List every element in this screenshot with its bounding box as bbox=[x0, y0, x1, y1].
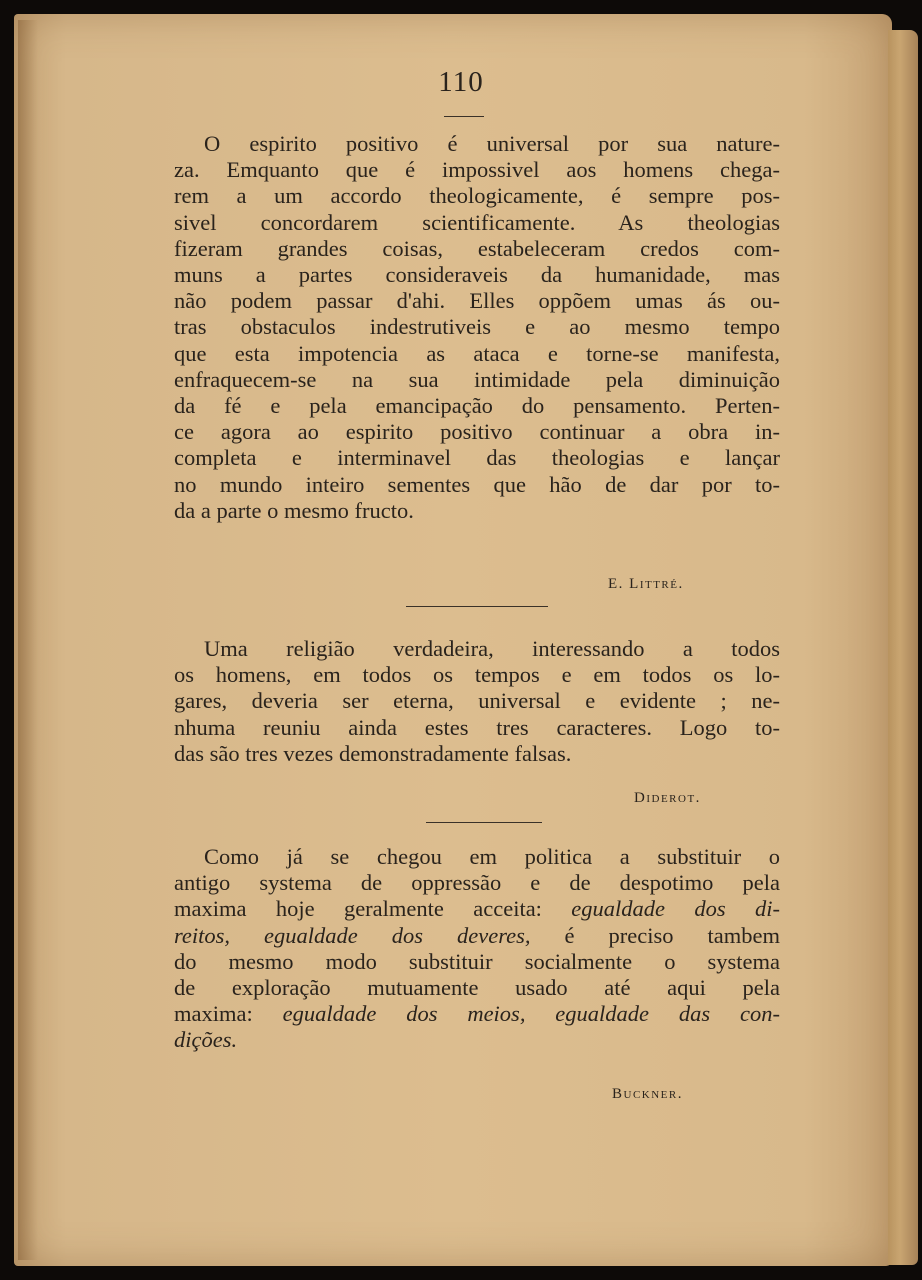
text-line bbox=[174, 1027, 780, 1053]
italic-fragment: egualdade dos meios, egualdade das con- bbox=[282, 1001, 781, 1027]
header-rule bbox=[444, 116, 484, 117]
quote-diderot bbox=[174, 636, 780, 767]
text-line: gares, deveria ser eterna, universal e evidente ; ne- bbox=[174, 688, 780, 714]
text-fragment: é preciso tambem bbox=[530, 922, 780, 948]
page-edge bbox=[888, 30, 918, 1265]
author-diderot: Diderot. bbox=[634, 790, 701, 806]
quote-littre bbox=[174, 131, 780, 524]
text-line: que esta impotencia as ataca e torne-se manifesta, bbox=[174, 340, 780, 366]
text-line: da fé e pela emancipação do pensamento. Perten- bbox=[174, 393, 780, 419]
text-line: muns a partes consideraveis da humanidade, mas bbox=[174, 262, 780, 288]
italic-fragment: reitos, egualdade dos deveres, bbox=[174, 922, 531, 948]
text-line: enfraquecem-se na sua intimidade pela diminuição bbox=[174, 366, 780, 392]
text-line bbox=[174, 923, 780, 949]
text-line bbox=[174, 896, 780, 922]
text-line: nhuma reuniu ainda estes tres caracteres. Logo to- bbox=[174, 714, 780, 740]
text-line: rem a um accordo theologicamente, é sempre pos- bbox=[174, 183, 780, 209]
page-spine-shadow bbox=[18, 20, 38, 1260]
text-line: do mesmo modo substituir socialmente o systema bbox=[174, 948, 780, 974]
text-line: Uma religião verdadeira, interessando a todos bbox=[204, 636, 780, 661]
italic-fragment: dições. bbox=[174, 1027, 238, 1053]
text-line: ce agora ao espirito positivo continuar a obra in- bbox=[174, 419, 780, 445]
text-line: fizeram grandes coisas, estabeleceram credos com- bbox=[174, 235, 780, 261]
text-fragment: maxima hoje geralmente acceita: bbox=[174, 896, 572, 922]
author-littre: E. Littré. bbox=[608, 576, 684, 592]
text-line: das são tres vezes demonstradamente falsas. bbox=[174, 740, 572, 766]
text-line: de exploração mutuamente usado até aqui pela bbox=[174, 975, 780, 1001]
author-buckner: Buckner. bbox=[612, 1086, 683, 1102]
text-line: da a parte o mesmo fructo. bbox=[174, 497, 414, 523]
text-line: não podem passar d'ahi. Elles oppõem umas ás ou- bbox=[174, 288, 780, 314]
text-line: O espirito positivo é universal por sua nature- bbox=[204, 131, 780, 156]
italic-fragment: egualdade dos di- bbox=[571, 896, 780, 922]
section-divider bbox=[426, 822, 542, 823]
text-line: sivel concordarem scientificamente. As theologias bbox=[174, 209, 780, 235]
section-divider bbox=[406, 606, 548, 607]
page-number: 110 bbox=[438, 66, 484, 98]
text-line bbox=[174, 1001, 780, 1027]
text-line: no mundo inteiro sementes que hão de dar por to- bbox=[174, 471, 780, 497]
text-fragment: maxima: bbox=[174, 1001, 283, 1027]
quote-buckner bbox=[174, 844, 780, 1054]
text-line: Como já se chegou em politica a substituir o bbox=[204, 844, 780, 869]
text-line: completa e interminavel das theologias e lançar bbox=[174, 445, 780, 471]
text-line: os homens, em todos os tempos e em todos os lo- bbox=[174, 662, 780, 688]
text-line: za. Emquanto que é impossivel aos homens chega- bbox=[174, 157, 780, 183]
text-line: tras obstaculos indestrutiveis e ao mesmo tempo bbox=[174, 314, 780, 340]
text-line: antigo systema de oppressão e de despotimo pela bbox=[174, 870, 780, 896]
